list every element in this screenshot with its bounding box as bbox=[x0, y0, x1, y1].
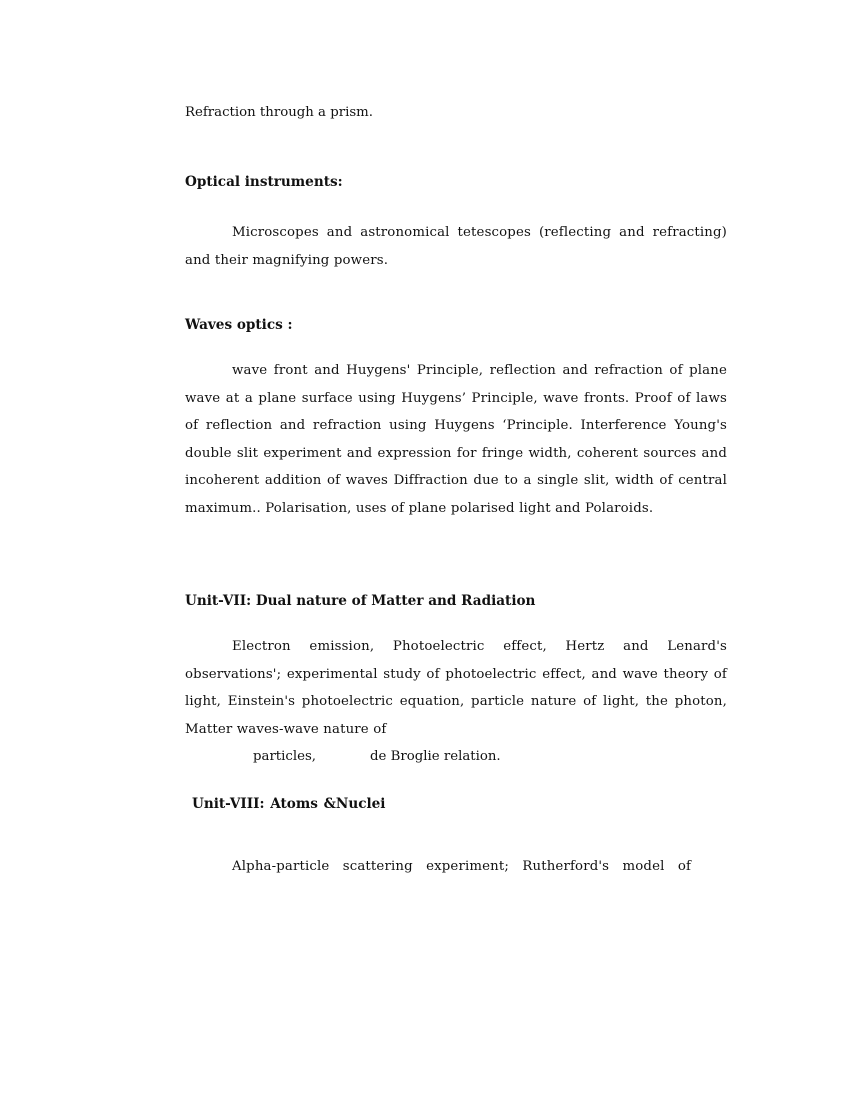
unit-vii-heading: Unit-VII: Dual nature of Matter and Radiation bbox=[185, 593, 536, 609]
waves-optics-heading: Waves optics : bbox=[185, 317, 293, 333]
optical-instruments-paragraph: Microscopes and astronomical tetescopes (reflecting and refracting) and their magnifying powers. bbox=[185, 225, 727, 268]
unit-viii-heading: Unit-VIII: Atoms &Nuclei bbox=[192, 796, 386, 812]
intro-line: Refraction through a prism. bbox=[185, 105, 373, 120]
unit-vii-tail-particles: particles, bbox=[253, 749, 317, 764]
unit-viii-paragraph: Alpha-particle scattering experiment; Rutherford's model of bbox=[232, 859, 692, 874]
unit-vii-paragraph: Electron emission, Photoelectric effect, Hertz and Lenard's observations'; experimental study of photoelectric effect, and wave theory of light, Einstein's photoelectric equation, particle nature of light, the photon, Matter waves-wave nature of bbox=[185, 639, 727, 737]
unit-vii-tail-de-broglie: de Broglie relation. bbox=[370, 749, 501, 764]
waves-optics-paragraph: wave front and Huygens' Principle, reflection and refraction of plane wave at a plane surface using Huygens’ Principle, wave fronts. Proof of laws of reflection and refraction using Huygens ‘Principle. Interference Young's double slit experiment and expression for fringe width, coherent sources and incoherent addition of waves Diffraction due to a single slit, width of central maximum.. Polarisation, uses of plane polarised light and Polaroids. bbox=[185, 363, 727, 516]
optical-instruments-heading: Optical instruments: bbox=[185, 174, 343, 190]
